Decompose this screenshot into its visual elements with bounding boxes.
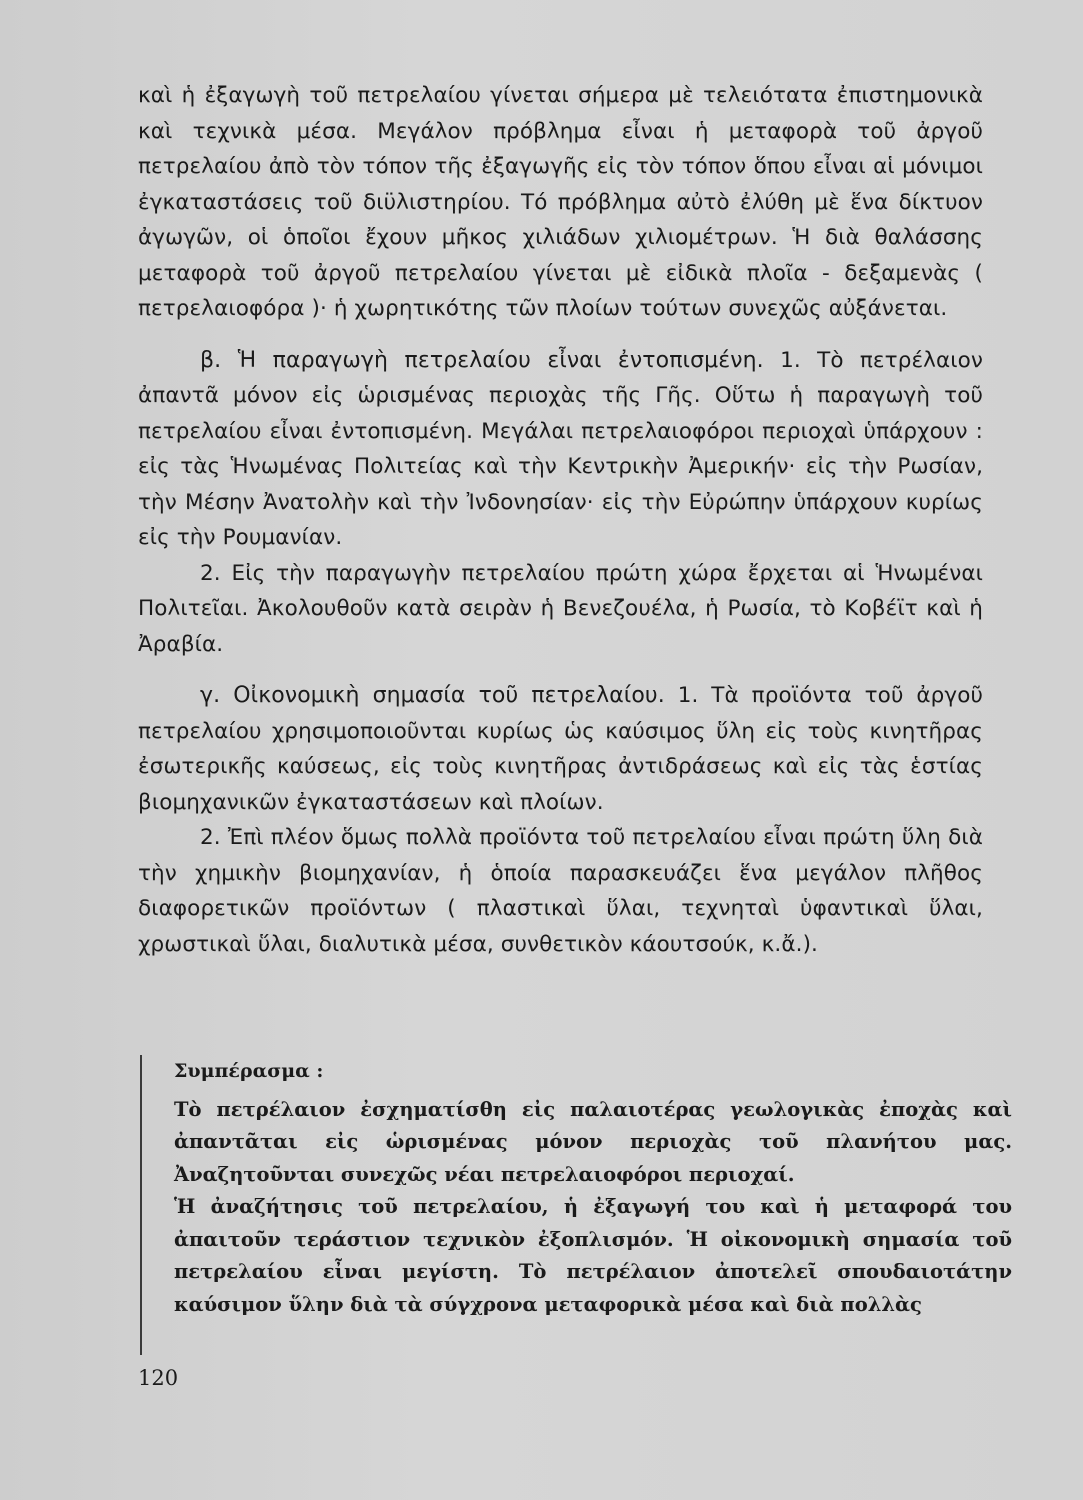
section-b-point-2: 2. Εἰς τὴν παραγωγὴν πετρελαίου πρώτη χώρα ἔρχεται αἱ Ἡνωμέναι Πολιτεῖαι. Ἀκολουθοῦν κατὰ σειρὰν ἡ Βενεζουέλα, ἡ Ρωσία, τὸ Κοβέϊτ καὶ ἡ Ἀραβία. — [138, 560, 983, 657]
conclusion-paragraph-1: Τὸ πετρέλαιον ἐσχηματίσθη εἰς παλαιοτέρας γεωλογικὰς ἐποχὰς καὶ ἀπαντᾶται εἰς ὡρισμένας μόνον περιοχὰς τοῦ πλανήτου μας. Ἀναζητοῦνται συνεχῶς νέαι πετρελαιοφόροι περιοχαί. — [174, 1097, 1012, 1186]
section-c-heading: γ. Οἰκονομικὴ σημασία τοῦ πετρελαίου. — [200, 683, 665, 708]
conclusion-box — [140, 1055, 1012, 1355]
section-c-point-2: 2. Ἐπὶ πλέον ὅμως πολλὰ προϊόντα τοῦ πετρελαίου εἶναι πρώτη ὕλη διὰ τὴν χημικὴν βιομηχανίαν, ἡ ὁποία παρασκευάζει ἕνα μεγάλον πλῆθος διαφορετικῶν προϊόντων ( πλαστικαὶ ὕλαι, τεχνηταὶ ὑφαντικαὶ ὕλαι, χρωστικαὶ ὕλαι, διαλυτικὰ μέσα, συνθετικὸν κάουτσούκ, κ.ἄ.). — [138, 825, 983, 957]
section-b-heading: β. Ἡ παραγωγὴ πετρελαίου εἶναι ἐντοπισμένη. — [200, 347, 764, 373]
page-number: 120 — [138, 1366, 179, 1390]
paragraph-transport: καὶ ἡ ἐξαγωγὴ τοῦ πετρελαίου γίνεται σήμερα μὲ τελειότατα ἐπιστημονικὰ καὶ τεχνικὰ μέσα. Μεγάλον πρόβλημα εἶναι ἡ μεταφορὰ τοῦ ἀργοῦ πετρελαίου ἀπὸ τὸν τόπον τῆς ἐξαγωγῆς εἰς τὸν τόπον ὅπου εἶναι αἱ μόνιμοι ἐγκαταστάσεις τοῦ διϋλιστηρίου. Τό πρόβλημα αὐτὸ ἐλύθη μὲ ἕνα δίκτυον ἀγωγῶν, οἱ ὁποῖοι ἔχουν μῆκος χιλιάδων χιλιομέτρων. Ἡ διὰ θαλάσσης μεταφορὰ τοῦ ἀργοῦ πετρελαίου γίνεται μὲ εἰδικὰ πλοῖα - δεξαμενὰς ( πετρελαιοφόρα )· ἡ χωρητικότης τῶν πλοίων τούτων συνεχῶς αὐξάνεται. — [138, 83, 983, 321]
section-c-text: 1. Τὰ προϊόντα τοῦ ἀργοῦ πετρελαίου χρησιμοποιοῦνται κυρίως ὡς καύσιμος ὕλη εἰς τοὺς κινητῆρας ἐσωτερικῆς καύσεως, εἰς τοὺς κινητῆρας ἀντιδράσεως καὶ εἰς τὰς ἑστίας βιομηχανικῶν ἐγκαταστάσεων καὶ πλοίων. — [138, 683, 983, 815]
section-b-text: 1. Τὸ πετρέλαιον ἀπαντᾶ μόνον εἰς ὡρισμένας περιοχὰς τῆς Γῆς. Οὕτω ἡ παραγωγὴ τοῦ πετρελαίου εἶναι ἐντοπισμένη. Μεγάλαι πετρελαιοφόροι περιοχαὶ ὑπάρχουν : εἰς τὰς Ἡνωμένας Πολιτείας καὶ τὴν Κεντρικὴν Ἀμερικήν· εἰς τὴν Ρωσίαν, τὴν Μέσην Ἀνατολὴν καὶ τὴν Ἰνδονησίαν· εἰς τὴν Εὐρώπην ὑπάρχουν κυρίως εἰς τὴν Ρουμανίαν. — [138, 347, 983, 550]
conclusion-paragraph-2: Ἡ ἀναζήτησις τοῦ πετρελαίου, ἡ ἐξαγωγή του καὶ ἡ μεταφορά του ἀπαιτοῦν τεράστιον τεχνικὸν ἐξοπλισμόν. Ἡ οἰκονομικὴ σημασία τοῦ πετρελαίου εἶναι μεγίστη. Τὸ πετρέλαιον ἀποτελεῖ σπουδαιοτάτην καύσιμον ὕλην διὰ τὰ σύγχρονα μεταφορικὰ μέσα καὶ διὰ πολλὰς — [174, 1195, 1012, 1316]
body-text — [138, 78, 983, 962]
conclusion-heading: Συμπέρασμα : — [174, 1060, 324, 1082]
section-c — [138, 678, 983, 820]
section-b — [138, 343, 983, 556]
